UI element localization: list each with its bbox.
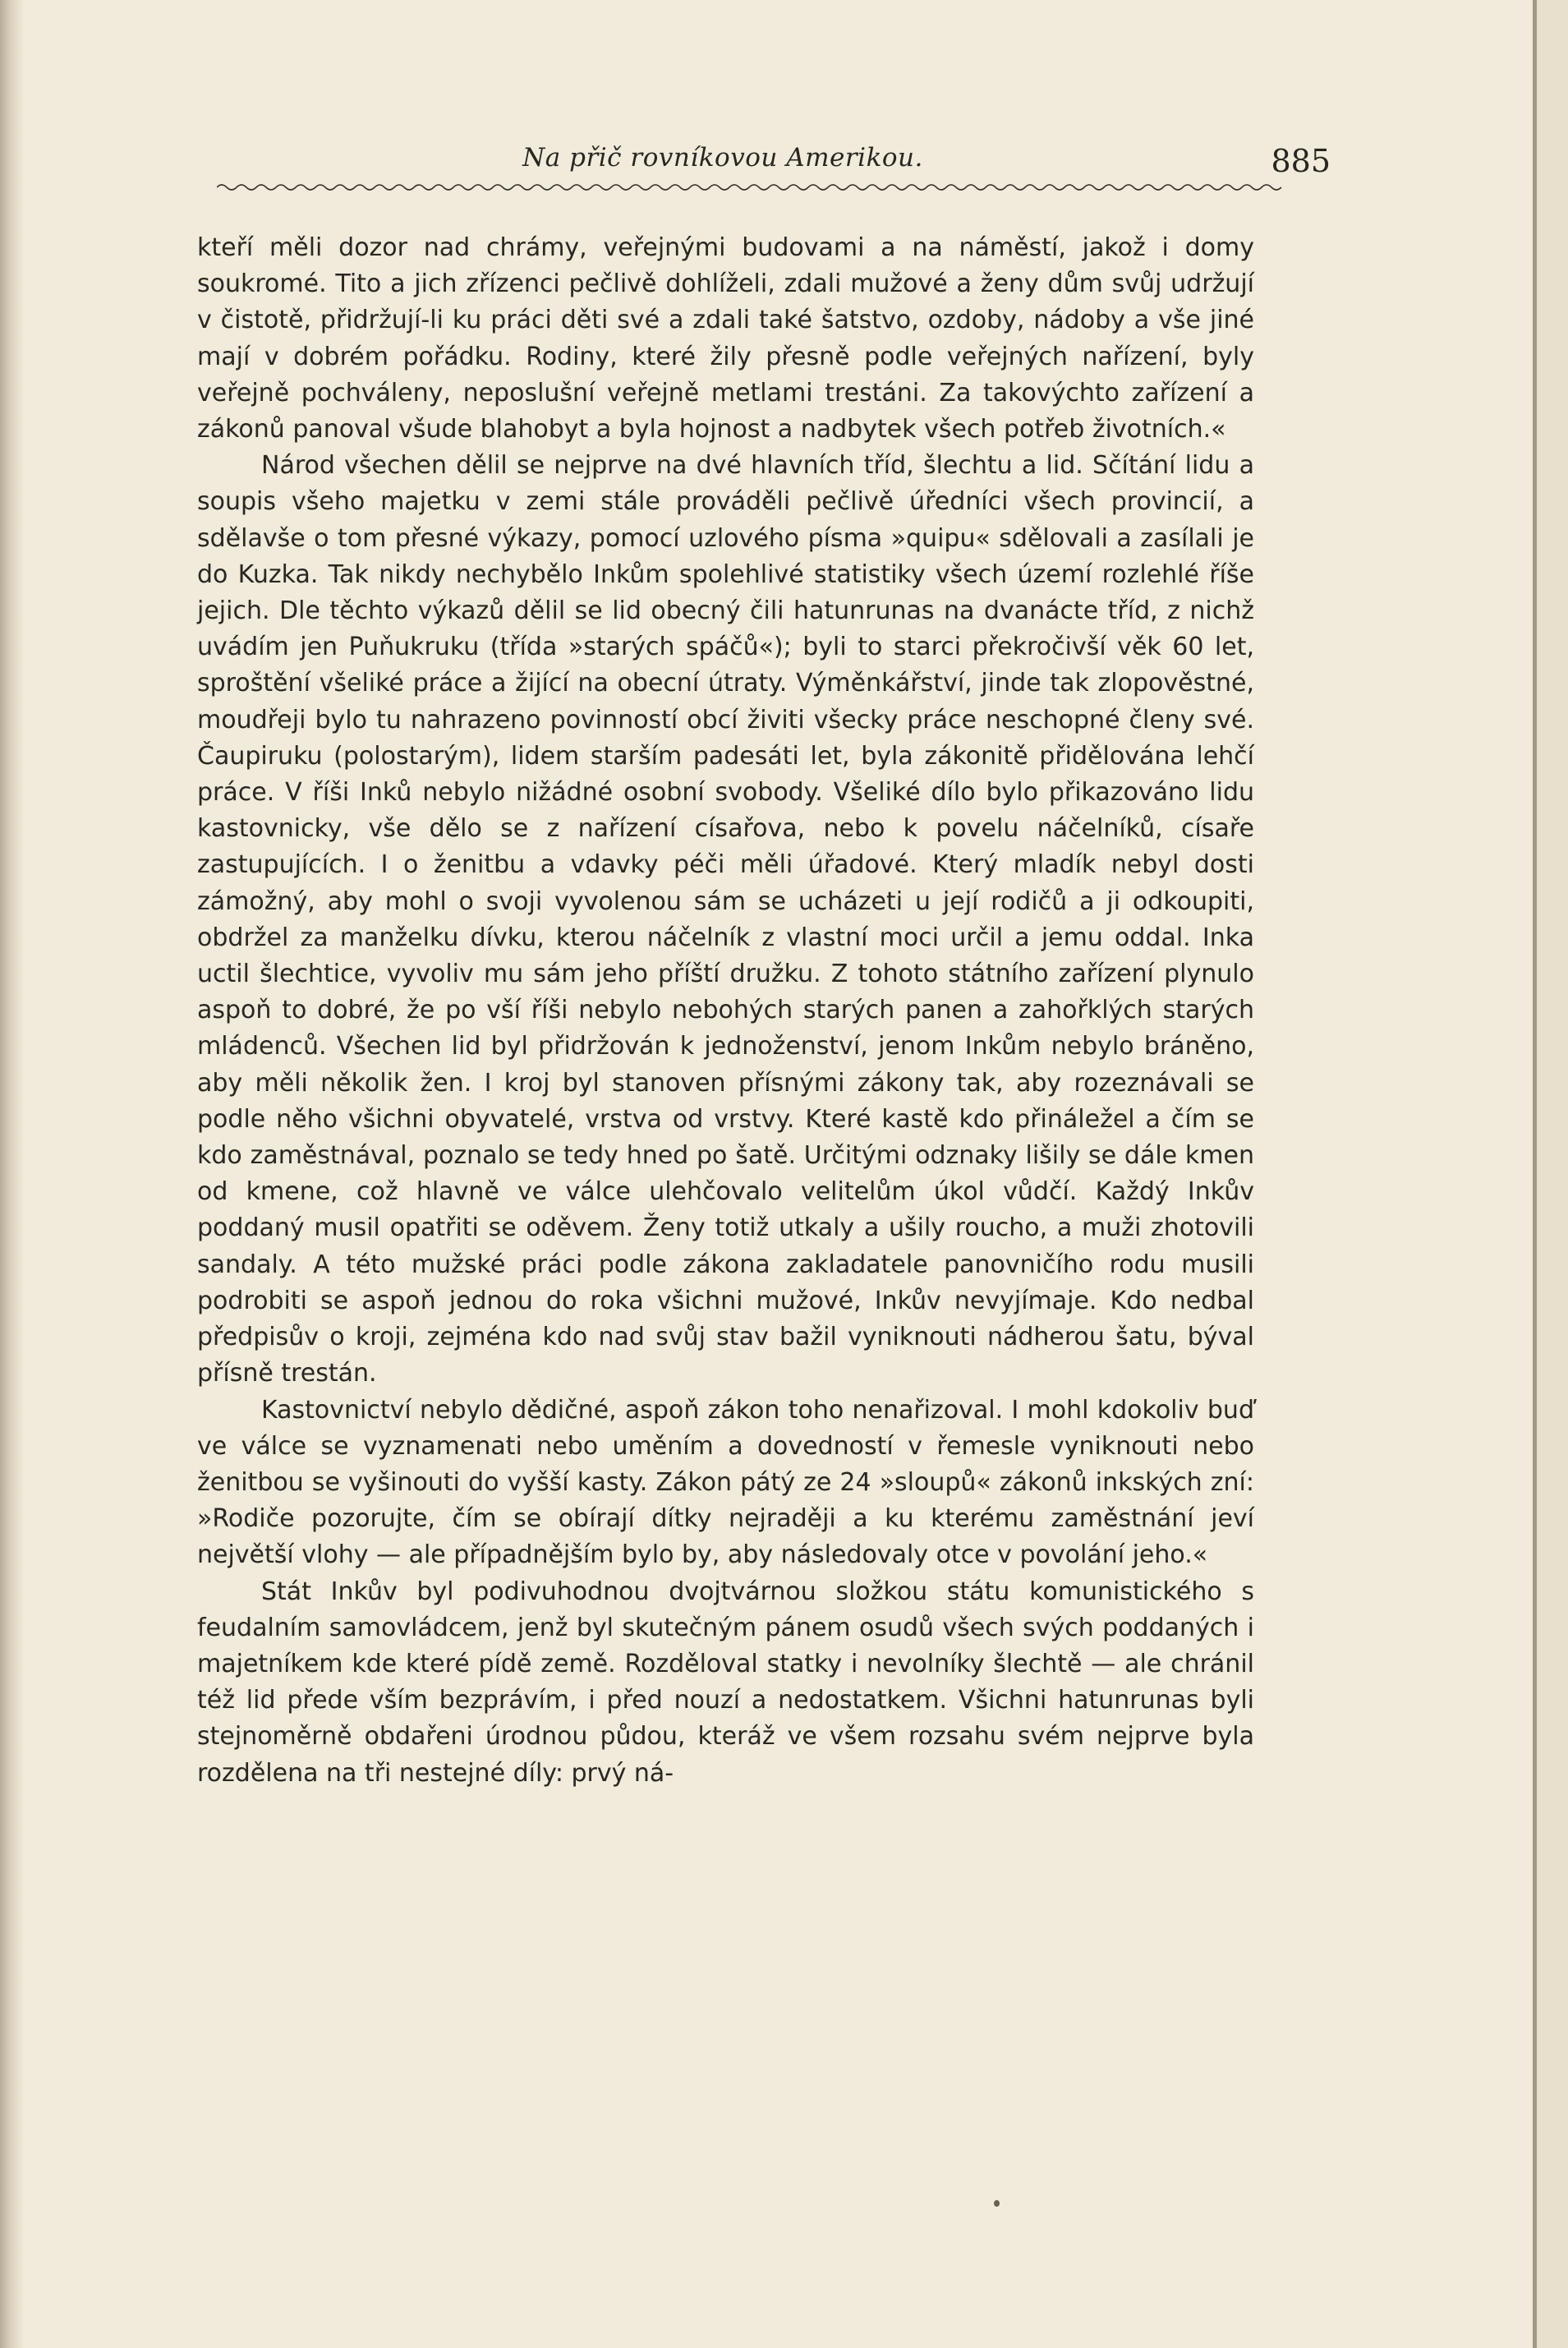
paragraph-3: Kastovnictví nebylo dědičné, aspoň zákon toho nenařizoval. I mohl kdokoliv buď ve válce se vyznamenati nebo uměním a dovedností v řemesle vyniknouti nebo ženitbou se vyšinouti do vyšší kasty. Zákon pátý ze 24 »sloupů« zákonů inkských zní: »Rodiče pozorujte, čím se obírají dítky nejraději a ku kterému zaměstnání jeví největší vlohy — ale případnějším bylo by, aby následovaly otce v povolání jeho.« [197,1395,1254,1570]
page-header [197,138,1331,196]
paragraph-2: Národ všechen dělil se nejprve na dvé hlavních tříd, šlechtu a lid. Sčítání lidu a soupis všeho majetku v zemi stále prováděli pečlivě úředníci všech provincií, a sdělavše o tom přesné výkazy, pomocí uzlového písma »quipu« sdělovali a zasílali je do Kuzka. Tak nikdy nechybělo Inkům spolehlivé statistiky všech území rozlehlé říše jejich. Dle těchto výkazů dělil se lid obecný čili hatunrunas na dvanácte tříd, z nichž uvádím jen Puňukruku (třída »starých spáčů«); byli to starci překročivší věk 60 let, sproštění všeliké práce a žijící na obecní útraty. Výměnkářství, jinde tak zlopověstné, moudřeji bylo tu nahrazeno povinností obcí živiti všecky práce neschopné členy své. Čaupiruku (polostarým), lidem starším padesáti let, byla zákonitě přidělována lehčí práce. V říši Inků nebylo nižádné osobní svobody. Všeliké dílo bylo přikazováno lidu kastovnicky, vše dělo se z nařízení císařova, nebo k povelu náčelníků, císaře zastupujících. I o ženitbu a vdavky péči měli úřadové. Který mladík nebyl dosti zámožný, aby mohl o svoji vyvolenou sám se ucházeti u její rodičů a ji odkoupiti, obdržel za manželku dívku, kterou náčelník z vlastní moci určil a jemu oddal. Inka uctil šlechtice, vyvoliv mu sám jeho příští družku. Z tohoto státního zařízení plynulo aspoň to dobré, že po vší říši nebylo nebohých starých panen a zahořklých starých mládenců. Všechen lid byl přidržován k jednoženství, jenom Inkům nebylo bráněno, aby měli několik žen. I kroj byl stanoven přísnými zákony tak, aby rozeznávali se podle něho všichni obyvatelé, vrstva od vrstvy. Které kastě kdo přináležel a čím se kdo zaměstnával, poznalo se tedy hned po šatě. Určitými odznaky lišily se dále kmen od kmene, což hlavně ve válce ulehčovalo velitelům úkol vůdčí. Každý Inkův poddaný musil opatřiti se oděvem. Ženy totiž utkaly a ušily roucho, a muži zhotovili sandaly. A této mužské práci podle zákona zakladatele panovničího rodu musili podrobiti se aspoň jednou do roka všichni mužové, Inkův nevyjímaje. Kdo nedbal předpisův o kroji, zejména kdo nad svůj stav bažil vyniknouti nádherou šatu, býval přísně trestán. [197,451,1254,1388]
page-edge [1533,0,1568,2348]
paper-speck [994,2200,1000,2207]
body-text [197,230,1254,1792]
paragraph-4: Stát Inkův byl podivuhodnou dvojtvárnou složkou státu komunistického s feudalním samovládcem, jenž byl skutečným pánem osudů všech svých poddaných i majetníkem kde které pídě země. Rozděloval statky i nevolníky šlechtě — ale chránil též lid předе vším bezprávím, i před nouzí a nedostatkem. Všichni hatunrunas byli stejnoměrně obdařeni úrodnou půdou, kteráž ve všem rozsahu svém nejprve byla rozdělena na tři nestejné díly: prvý ná- [197,1577,1254,1788]
paragraph-1: kteří měli dozor nad chrámy, veřejnými budovami a na náměstí, jakož i domy soukromé. Tito a jich zřízenci pečlivě dohlíželi, zdali mužové a ženy dům svůj udržují v čistotě, přidržují-li ku práci děti své a zdali také šatstvo, ozdoby, nádoby a vše jiné mají v dobrém pořádku. Rodiny, které žily přesně podle veřejných nařízení, byly veřejně pochváleny, neposlušní veřejně metlami trestáni. Za takovýchto zařízení a zákonů panoval všude blahobyt a byla hojnost a nadbytek všech potřeb životních.« [197,233,1254,444]
wavy-header-rule [217,181,1285,194]
binding-shadow [0,0,23,2348]
page-number: 885 [1271,143,1331,179]
running-title: Na přič rovníkovou Amerikou. [522,143,923,173]
